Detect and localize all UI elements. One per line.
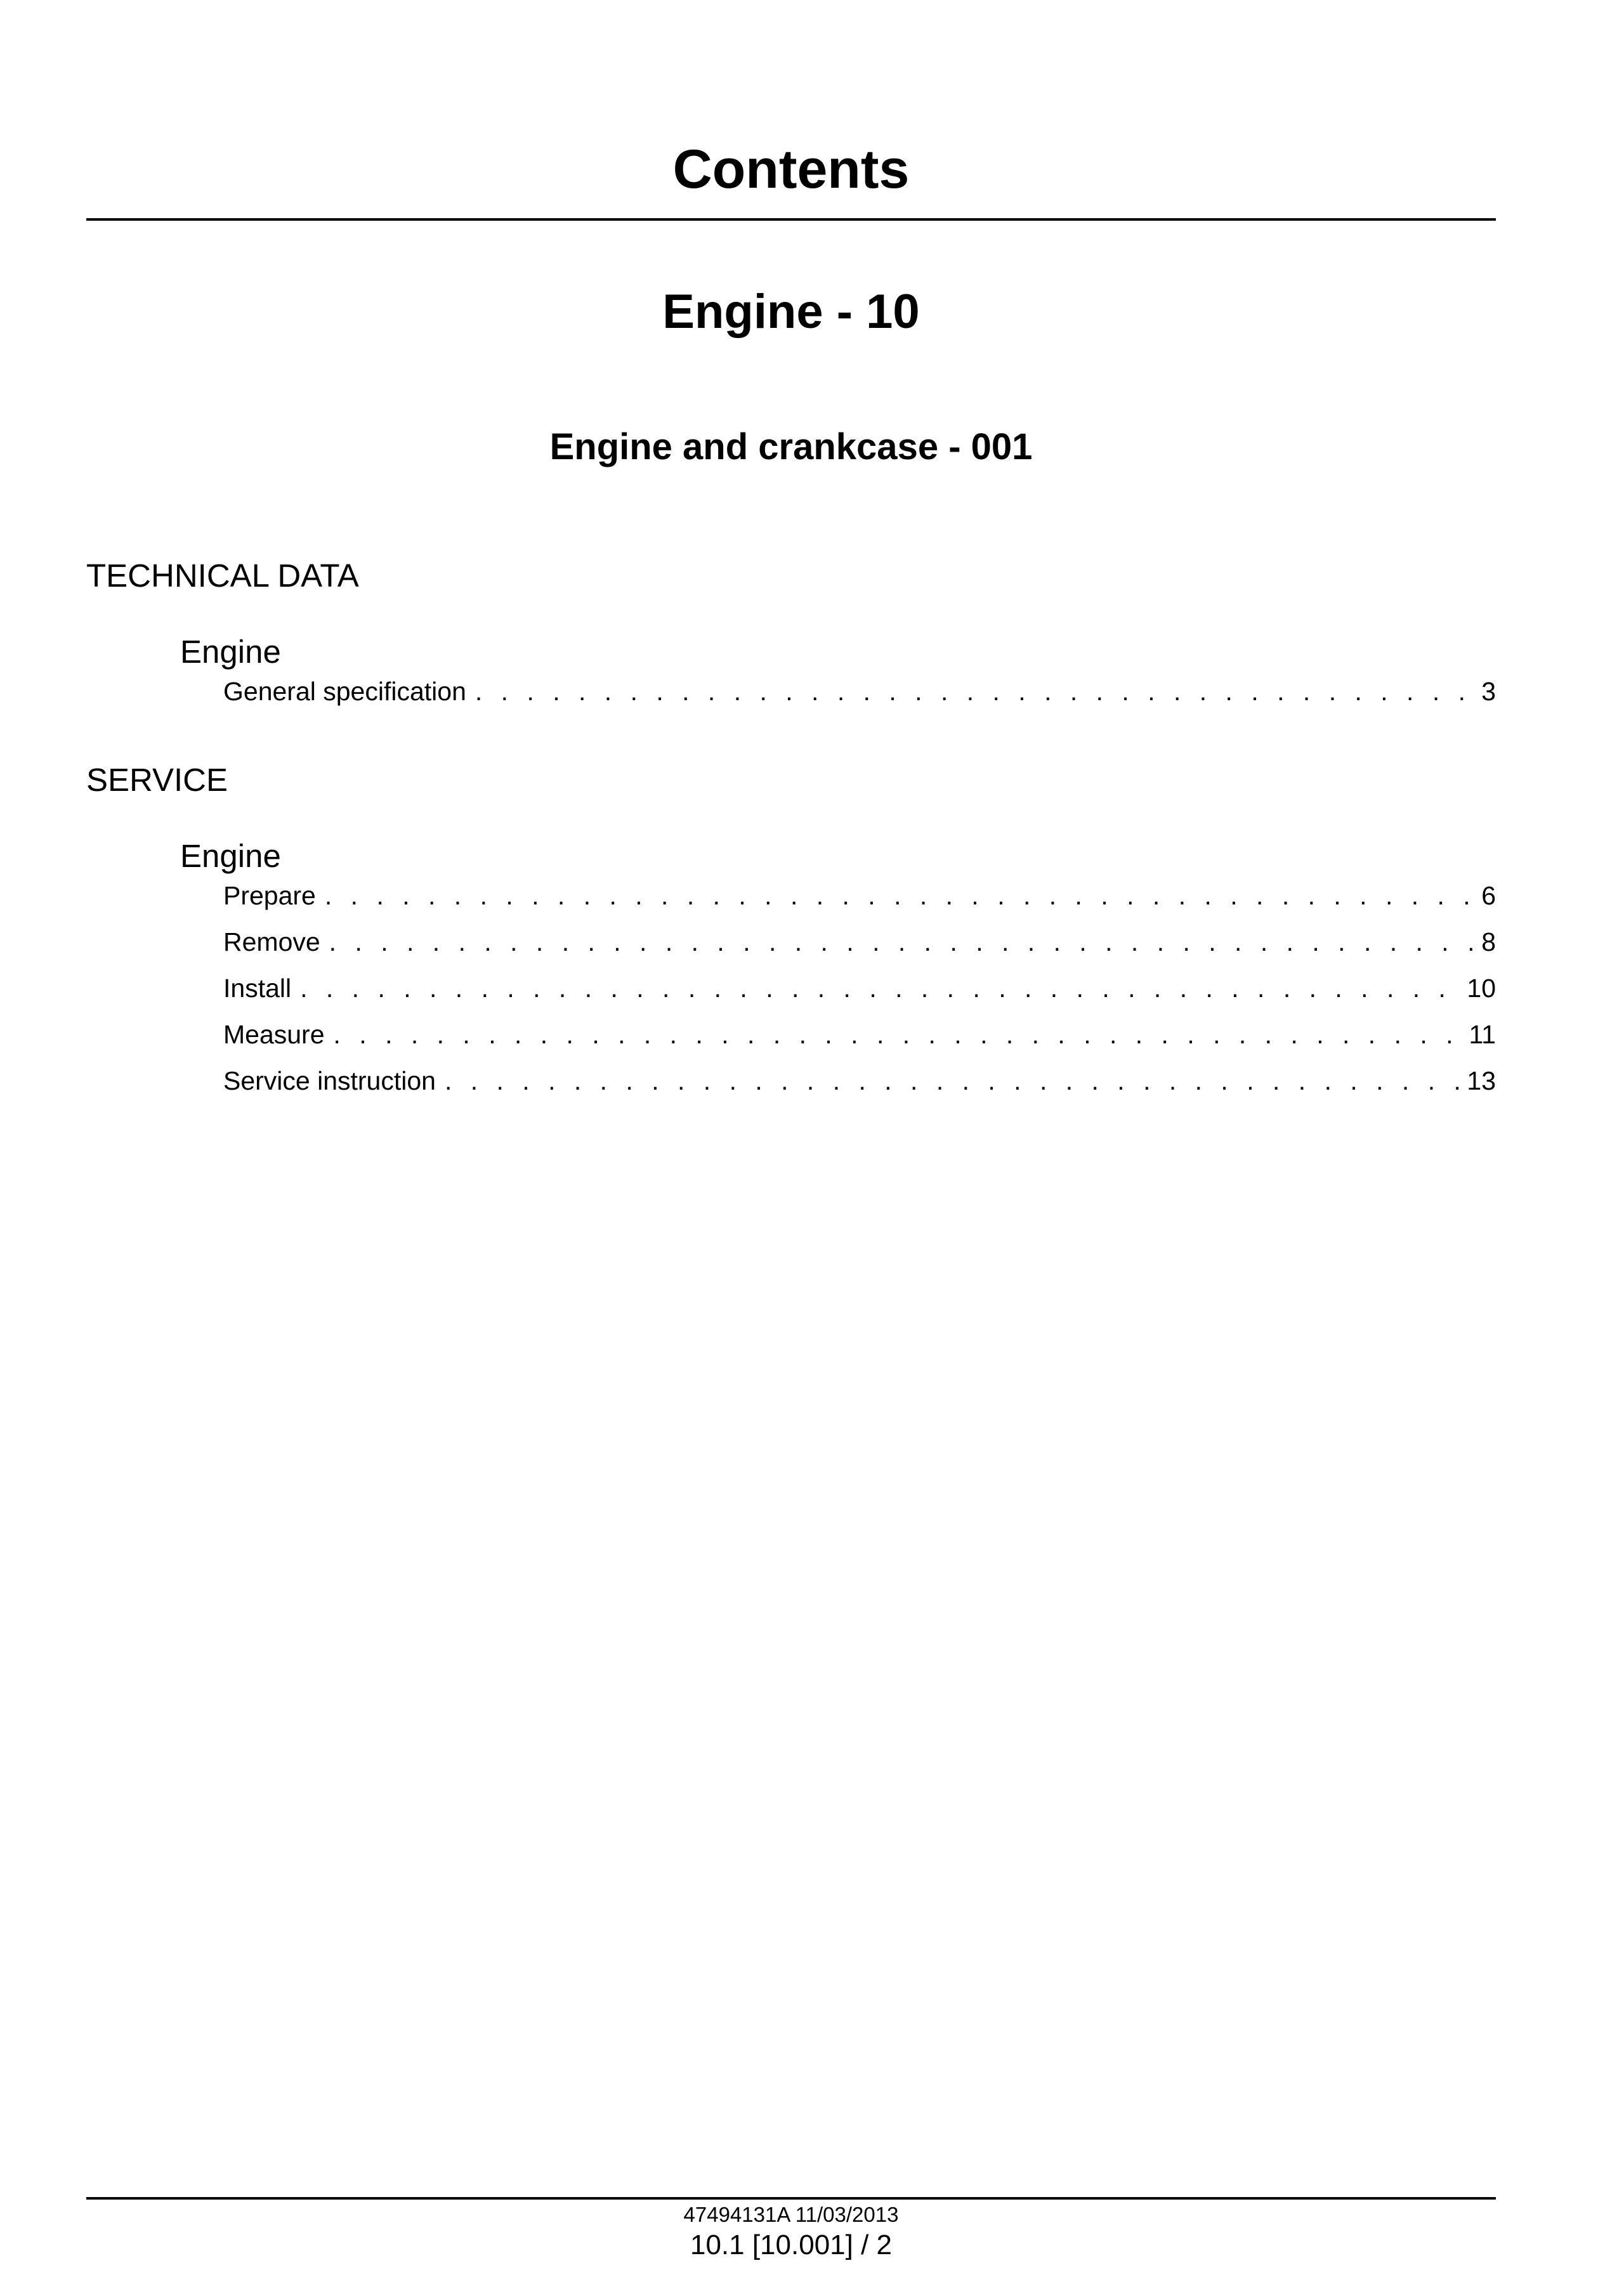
toc-entry-label: Measure: [223, 1020, 325, 1049]
toc-dot-leader: [334, 1017, 1462, 1052]
toc-subgroup-heading-engine: Engine: [180, 838, 281, 874]
toc-entry-service-instruction[interactable]: [223, 1063, 1496, 1099]
toc-entry-label: Install: [223, 974, 292, 1003]
footer-document-number: 47494131A 11/03/2013: [683, 2203, 899, 2226]
toc-group-heading-technical-data: TECHNICAL DATA: [86, 558, 359, 594]
toc-entry-page: 6: [1481, 881, 1496, 910]
toc-dot-leader: [300, 970, 1459, 1006]
toc-entry-remove[interactable]: [223, 924, 1496, 960]
chapter-title: Engine and crankcase - 001: [549, 426, 1033, 467]
toc-dot-leader: [329, 924, 1474, 960]
toc-entry-prepare[interactable]: [223, 878, 1496, 913]
toc-entry-page: 13: [1467, 1066, 1496, 1095]
toc-entry-measure[interactable]: [223, 1017, 1496, 1052]
header-divider: [86, 218, 1496, 221]
footer-page-number: 10.1 [10.001] / 2: [690, 2229, 893, 2260]
toc-entry-page: 11: [1469, 1020, 1496, 1049]
section-title: Engine - 10: [662, 285, 920, 339]
toc-dot-leader: [475, 674, 1474, 709]
footer-divider: [86, 2197, 1496, 2200]
toc-group-heading-service: SERVICE: [86, 762, 228, 798]
toc-subgroup-heading-engine: Engine: [180, 634, 281, 670]
toc-entry-install[interactable]: [223, 970, 1496, 1006]
toc-entry-label: Prepare: [223, 881, 316, 910]
page-title: Contents: [672, 139, 910, 200]
toc-dot-leader: [445, 1063, 1459, 1099]
toc-entry-label: General specification: [223, 677, 466, 706]
toc-entry-page: 10: [1467, 974, 1496, 1003]
toc-entry-page: 3: [1481, 677, 1496, 706]
toc-entry-page: 8: [1481, 927, 1496, 956]
toc-entry-label: Remove: [223, 927, 320, 956]
toc-dot-leader: [325, 878, 1474, 913]
toc-entry-general-specification[interactable]: [223, 674, 1496, 709]
toc-entry-label: Service instruction: [223, 1066, 436, 1095]
